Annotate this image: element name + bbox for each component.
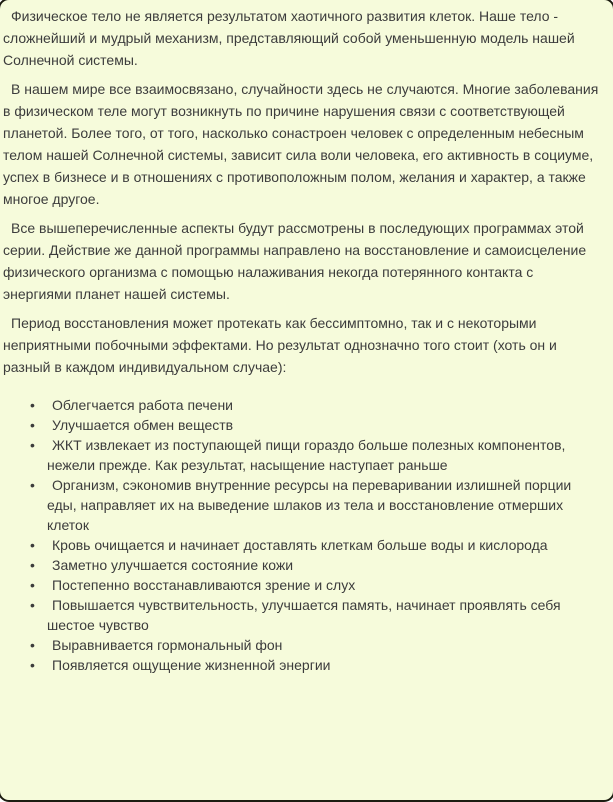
list-item-digestion: • ЖКТ извлекает из поступающей пищи гораздо больше полезных компонентов, нежели прежде. Как результат, насыщение наступает раньше [47,435,601,475]
benefits-list [3,395,601,675]
paragraph-program-purpose: Все вышеперечисленные аспекты будут рассмотрены в последующих программах этой серии. Действие же данной программы направлено на восстановление и самоисцеление физического организма с помощью налаживания некогда потерянного контакта с энергиями планет нашей системы. [3,220,587,302]
list-item-skin: • Заметно улучшается состояние кожи [47,555,601,575]
paragraph-physical-body: Физическое тело не является результатом хаотичного развития клеток. Наше тело - сложнейший и мудрый механизм, представляющий собой уменьшенную модель нашей Солнечной системы. [3,8,575,68]
list-item-sensitivity: • Повышается чувствительность, улучшается память, начинает проявлять себя шестое чувство [47,595,601,635]
paragraph-interconnection: В нашем мире все взаимосвязано, случайности здесь не случаются. Многие заболевания в физическом теле могут возникнуть по причине нарушения связи с соответствующей планетой. Более того, от того, насколько сонастроен человек с определенным небесным телом нашей Солнечной системы, зависит сила воли человека, его активность в социуме, успех в бизнесе и в отношениях с противоположным полом, желания и характер, а также многое другое. [3,81,599,207]
list-item-resources: • Организм, сэкономив внутренние ресурсы на переваривании излишней порции еды, направляет их на выведение шлаков из тела и восстановление отмерших клеток [47,475,601,535]
list-item-liver: • Облегчается работа печени [47,395,601,415]
list-item-metabolism: • Улучшается обмен веществ [47,415,601,435]
list-item-hormones: • Выравнивается гормональный фон [47,635,601,655]
list-item-vision-hearing: • Постепенно восстанавливаются зрение и слух [47,575,601,595]
list-item-energy: • Появляется ощущение жизненной энергии [47,655,601,675]
paragraph-recovery-period: Период восстановления может протекать как бессимптомно, так и с некоторыми неприятными побочными эффектами. Но результат однозначно того стоит (хоть он и разный в каждом индивидуальном случае): [3,315,557,375]
list-item-blood: • Кровь очищается и начинает доставлять клеткам больше воды и кислорода [47,535,601,555]
